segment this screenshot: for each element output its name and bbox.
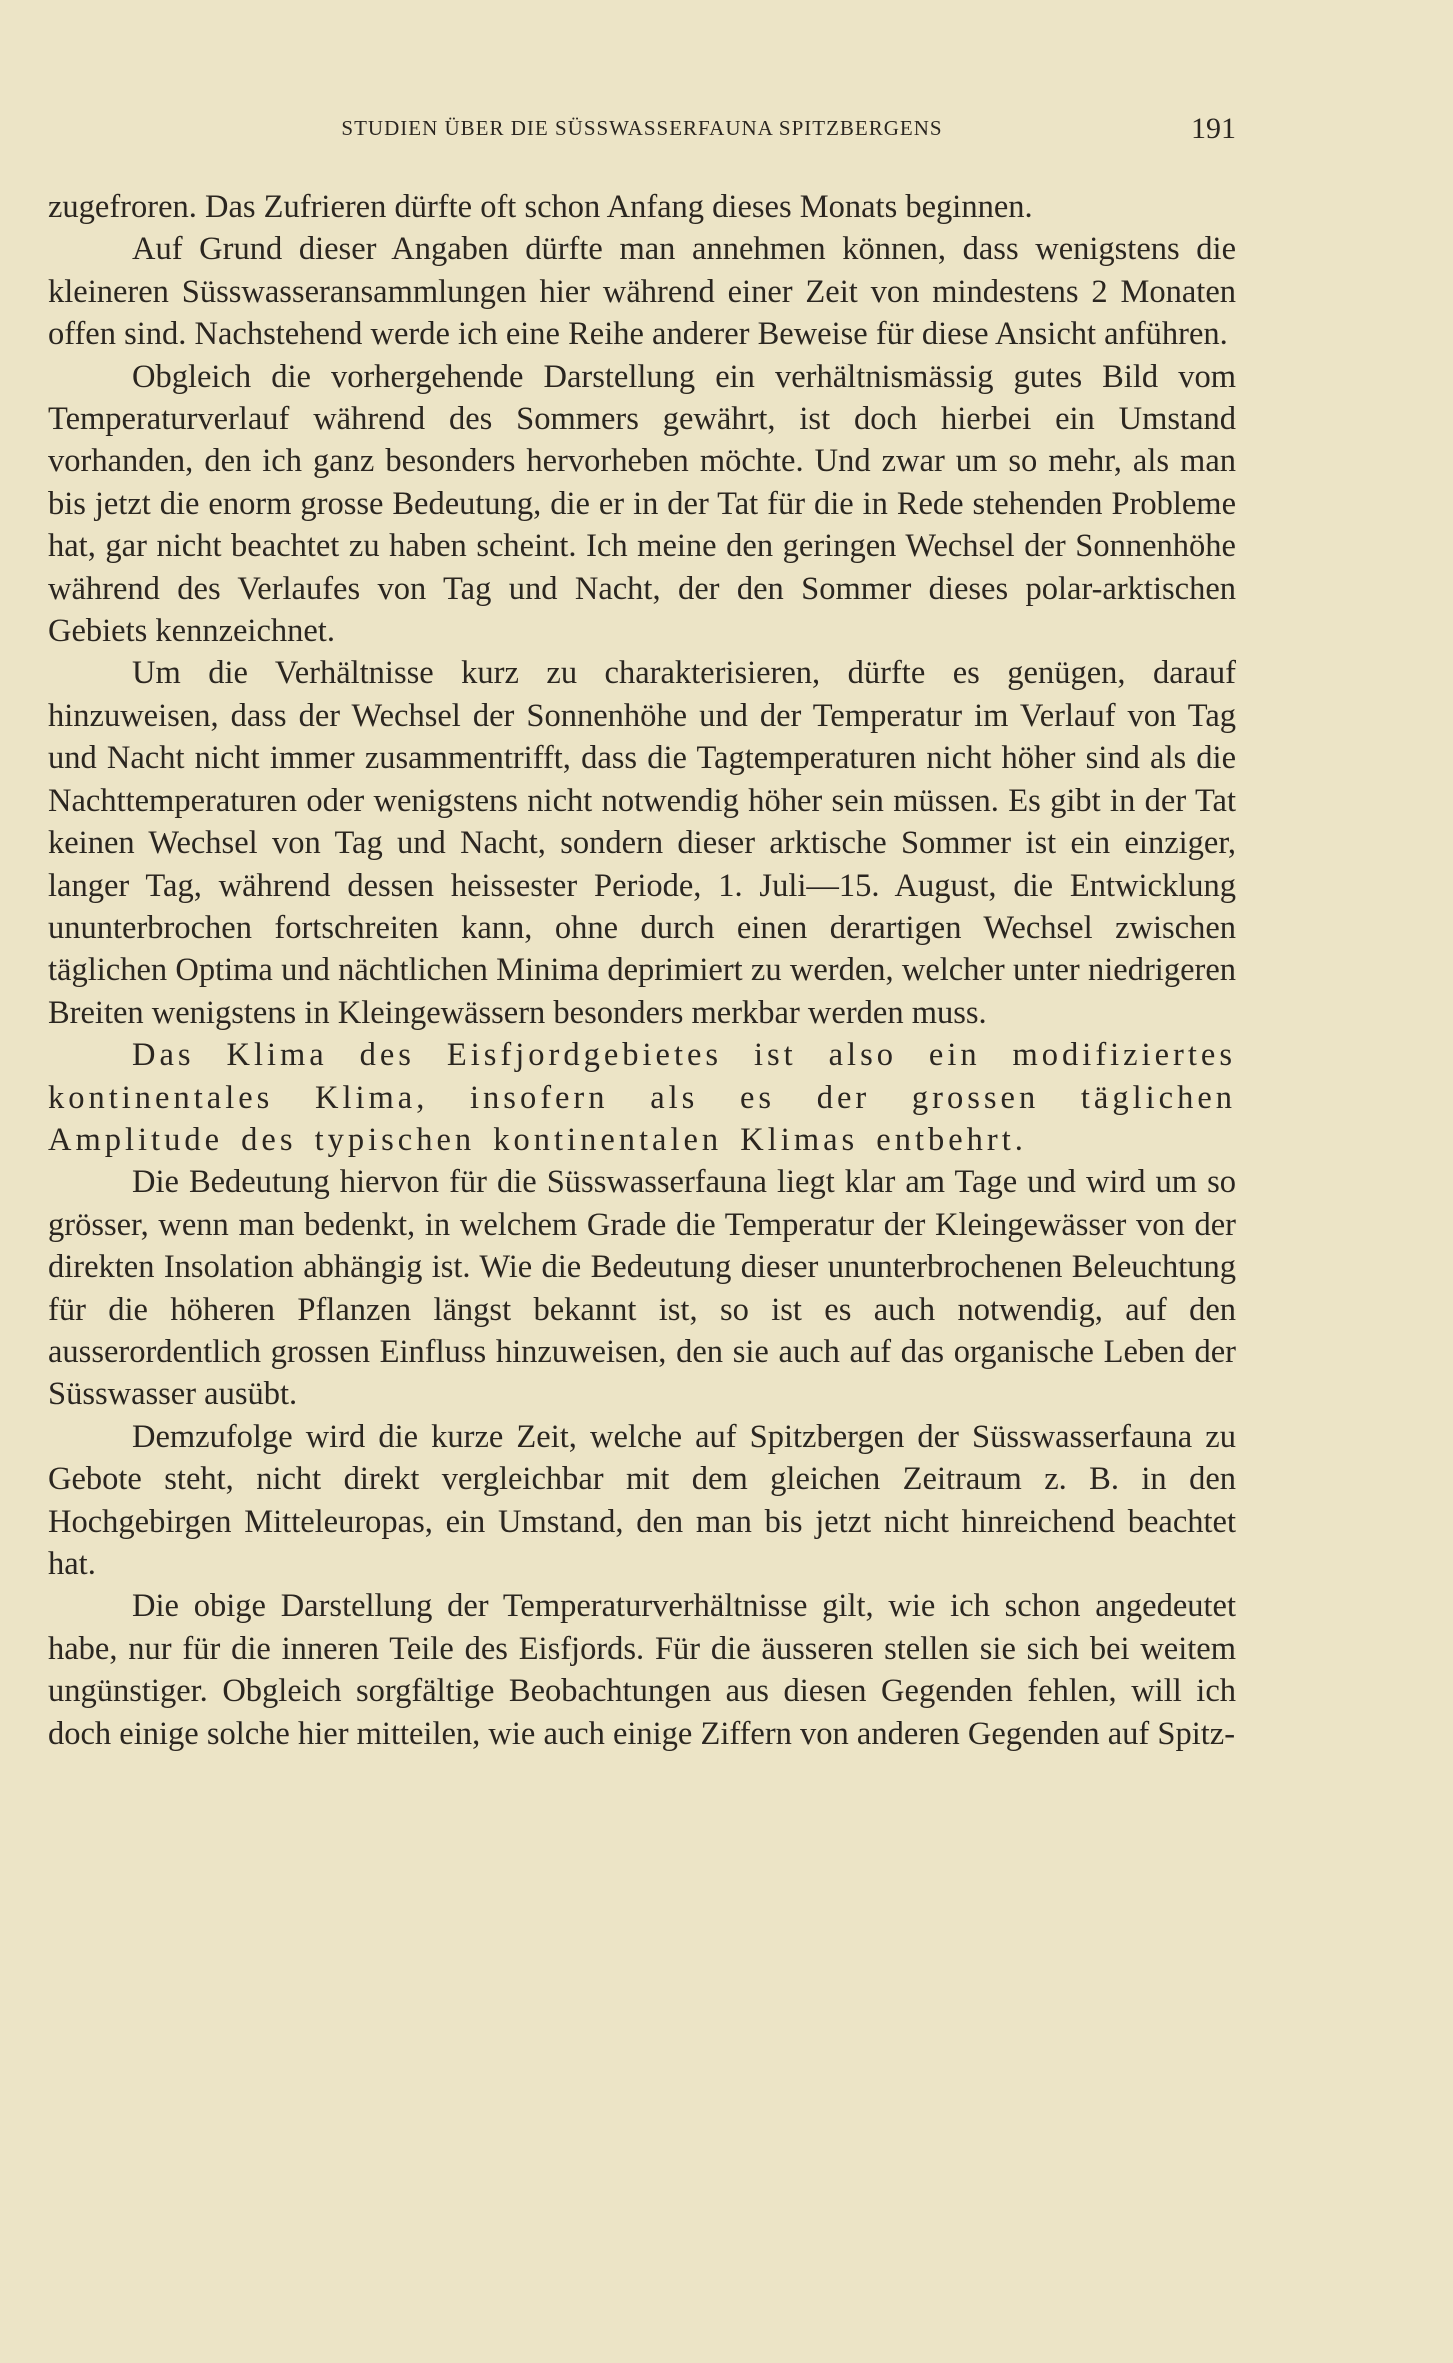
paragraph-emphasized: Das Klima des Eisfjordgebietes ist also ein modifiziertes kontinentales Klima, insofern als es der grossen täglichen Amplitude des typischen kontinentalen Klimas entbehrt. — [48, 1037, 1236, 1158]
paragraph: Obgleich die vorhergehende Darstellung ein verhältnismässig gutes Bild vom Temperaturverlauf während des Sommers gewährt, ist doch hierbei ein Umstand vorhanden, den ich ganz besonders hervorheben möchte. Und zwar um so mehr, als man bis jetzt die enorm grosse Bedeutung, die er in der Tat für die in Rede stehenden Probleme hat, gar nicht beachtet zu haben scheint. Ich meine den geringen Wechsel der Sonnenhöhe während des Verlaufes von Tag und Nacht, der den Sommer dieses polar-arktischen Gebiets kennzeichnet. — [48, 358, 1236, 650]
paragraph: Um die Verhältnisse kurz zu charakterisieren, dürfte es genügen, darauf hinzuweisen, dass der Wechsel der Sonnenhöhe und der Temperatur im Verlauf von Tag und Nacht nicht immer zusammentrifft, dass die Tagtemperaturen nicht höher sind als die Nachttemperaturen oder wenigstens nicht notwendig höher sein müssen. Es gibt in der Tat keinen Wechsel von Tag und Nacht, sondern dieser arktische Sommer ist ein einziger, langer Tag, während dessen heissester Periode, 1. Juli—15. August, die Entwicklung ununterbrochen fortschreiten kann, ohne durch einen derartigen Wechsel zwischen täglichen Optima und nächtlichen Minima deprimiert zu werden, welcher unter niedrigeren Breiten wenigstens in Kleingewässern besonders merkbar werden muss. — [48, 655, 1236, 1031]
paragraph: Die Bedeutung hiervon für die Süsswasserfauna liegt klar am Tage und wird um so grösser, wenn man bedenkt, in welchem Grade die Temperatur der Kleingewässer von der direkten Insolation abhängig ist. Wie die Bedeutung dieser ununterbrochenen Beleuchtung für die höheren Pflanzen längst bekannt ist, so ist es auch notwendig, auf den ausserordentlich grossen Einfluss hinzuweisen, den sie auch auf das organische Leben der Süsswasser ausübt. — [48, 1164, 1236, 1413]
body-text — [48, 186, 1236, 1755]
paragraph: Die obige Darstellung der Temperaturverhältnisse gilt, wie ich schon angedeutet habe, nur für die inneren Teile des Eisfjords. Für die äusseren stellen sie sich bei weitem ungünstiger. Obgleich sorgfältige Beobachtungen aus diesen Gegenden fehlen, will ich doch einige solche hier mitteilen, wie auch einige Ziffern von anderen Gegenden auf Spitz- — [48, 1588, 1236, 1752]
paragraph: zugefroren. Das Zufrieren dürfte oft schon Anfang dieses Monats beginnen. — [48, 189, 1033, 225]
paragraph: Demzufolge wird die kurze Zeit, welche auf Spitzbergen der Süsswasserfauna zu Gebote steht, nicht direkt vergleichbar mit dem gleichen Zeitraum z. B. in den Hochgebirgen Mitteleuropas, ein Umstand, den man bis jetzt nicht hinreichend beachtet hat. — [48, 1418, 1236, 1582]
paragraph: Auf Grund dieser Angaben dürfte man annehmen können, dass wenigstens die kleineren Süsswasseransammlungen hier während einer Zeit von mindestens 2 Monaten offen sind. Nachstehend werde ich eine Reihe anderer Beweise für diese Ansicht anführen. — [48, 231, 1236, 353]
page-header — [48, 112, 1236, 146]
running-title: STUDIEN ÜBER DIE SÜSSWASSERFAUNA SPITZBERGENS — [341, 116, 943, 140]
page-number: 191 — [1191, 112, 1236, 145]
